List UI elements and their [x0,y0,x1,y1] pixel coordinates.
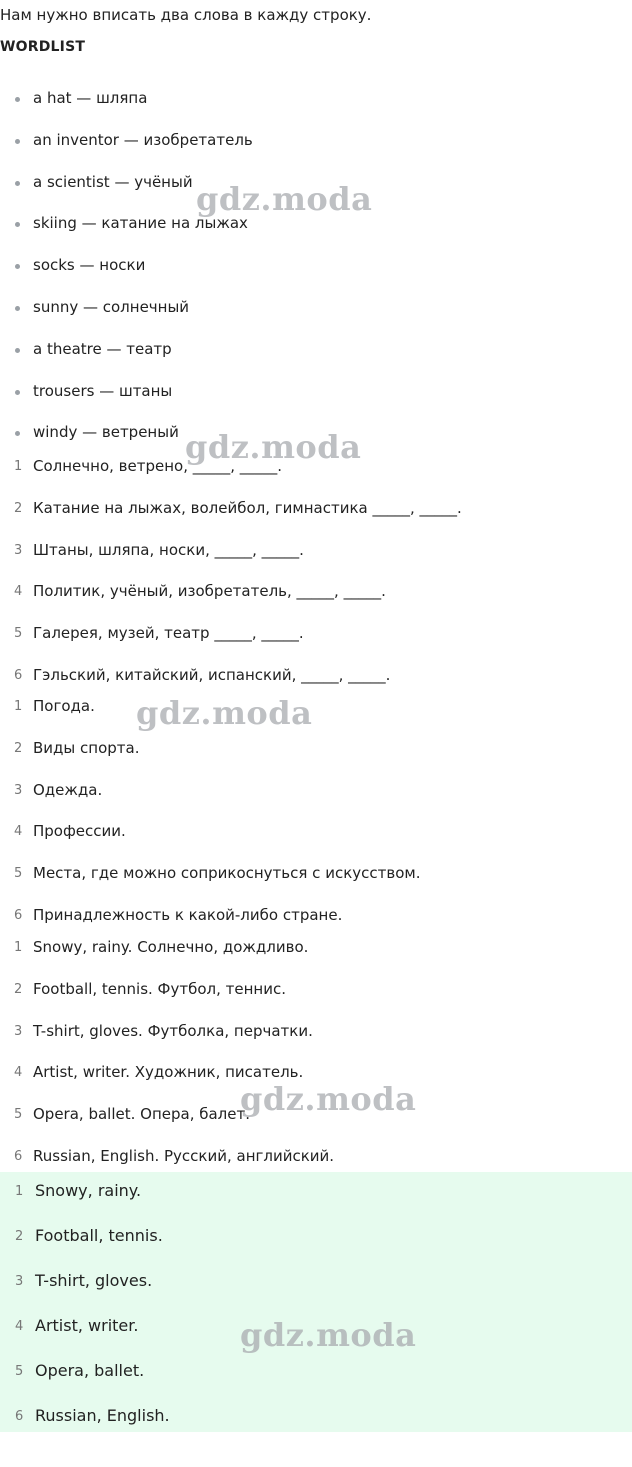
item-text: Солнечно, ветрено, _____, _____. [33,457,283,475]
item-text: Профессии. [33,822,126,841]
item-number: 3 [14,1023,23,1039]
item-text: T-shirt, gloves. [35,1271,153,1290]
watermark: gdz.moda [240,1080,417,1118]
item-text: Катание на лыжах, волейбол, гимнастика _____, _____. [33,498,462,517]
item-text: Opera, ballet. Опера, балет. [33,1105,251,1124]
wordlist-item-text: windy — ветреный [33,423,179,442]
item-number: 4 [14,824,23,840]
watermark: gdz.moda [185,428,362,466]
bullet-icon [15,306,20,311]
list-item [0,1361,632,1406]
intro-text: Нам нужно вписать два слова в кажду строку. [0,6,372,24]
item-text: Гэльский, китайский, испанский, _____, _____. [33,665,391,684]
list-item [0,1105,632,1147]
bullet-icon [15,139,20,144]
item-number: 2 [14,981,23,997]
list-item [0,1271,632,1316]
list-item [0,1181,632,1226]
item-number: 1 [14,699,23,714]
list-item [0,1316,632,1361]
bullet-icon [15,222,20,227]
final-answers-list [0,1181,632,1451]
item-text: Snowy, rainy. [35,1181,142,1200]
wordlist-item-text: socks — носки [33,256,146,275]
item-text: Football, tennis. Футбол, теннис. [33,979,286,998]
item-text: Одежда. [33,780,103,799]
item-number: 4 [15,1319,24,1334]
bullet-icon [15,97,20,102]
final-answer-box [0,1172,632,1432]
wordlist-item [0,173,632,215]
item-text: T-shirt, gloves. Футболка, перчатки. [33,1021,313,1040]
list-item [0,739,632,781]
list-item [0,822,632,864]
item-number: 5 [15,1364,24,1379]
list-item [0,624,632,666]
wordlist-item [0,340,632,382]
bullet-icon [15,264,20,269]
wordlist-item [0,214,632,256]
item-number: 6 [15,1409,24,1424]
item-number: 2 [14,500,23,516]
list-item [0,938,632,980]
item-number: 3 [15,1274,24,1289]
item-text: Принадлежность к какой-либо стране. [33,905,343,924]
wordlist-item [0,298,632,340]
item-text: Виды спорта. [33,738,140,757]
item-text: Football, tennis. [35,1226,163,1245]
list-item [0,1226,632,1271]
list-item [0,1406,632,1451]
wordlist-item-text: skiing — катание на лыжах [33,214,248,233]
watermark: gdz.moda [196,180,373,218]
item-text: Погода. [33,697,95,715]
list-item [0,980,632,1022]
bullet-icon [15,390,20,395]
item-text: Штаны, шляпа, носки, _____, _____. [33,540,304,559]
wordlist-item [0,131,632,173]
list-item [0,582,632,624]
bullet-icon [15,181,20,186]
list-item [0,1063,632,1105]
list-item [0,697,632,739]
wordlist-item [0,256,632,298]
list-item [0,499,632,541]
item-text: Russian, English. [35,1406,170,1425]
item-number: 4 [14,1065,23,1081]
bullet-icon [15,431,20,436]
item-number: 5 [14,1107,23,1123]
categories-list [0,697,632,948]
item-text: Политик, учёный, изобретатель, _____, _____. [33,582,386,601]
watermark: gdz.moda [136,694,313,732]
wordlist-item [0,89,632,131]
item-text: Artist, writer. [35,1316,139,1335]
wordlist [0,89,632,465]
item-number: 5 [14,626,23,642]
wordlist-item-text: a theatre — театр [33,339,172,358]
item-number: 3 [14,782,23,798]
item-number: 1 [14,459,23,474]
item-number: 1 [14,940,23,955]
wordlist-item-text: a hat — шляпа [33,89,148,107]
wordlist-item-text: a scientist — учёный [33,172,193,191]
wordlist-item [0,382,632,424]
wordlist-item-text: trousers — штаны [33,381,173,400]
item-text: Места, где можно соприкоснуться с искусством. [33,864,421,883]
item-number: 6 [14,1148,23,1164]
list-item [0,781,632,823]
watermark: gdz.moda [240,1316,417,1354]
translated-answers-list [0,938,632,1189]
item-text: Opera, ballet. [35,1361,145,1380]
item-number: 1 [15,1184,24,1199]
item-number: 4 [14,584,23,600]
wordlist-item-text: an inventor — изобретатель [33,130,253,149]
item-text: Snowy, rainy. Солнечно, дождливо. [33,938,309,956]
wordlist-title: WORDLIST [0,39,86,55]
item-number: 3 [14,542,23,558]
item-number: 2 [14,740,23,756]
list-item [0,457,632,499]
item-text: Artist, writer. Художник, писатель. [33,1063,304,1082]
item-text: Russian, English. Русский, английский. [33,1146,335,1165]
item-number: 6 [14,667,23,683]
wordlist-item-text: sunny — солнечный [33,297,190,316]
item-number: 6 [14,907,23,923]
item-number: 2 [15,1229,24,1244]
list-item [0,541,632,583]
gap-sentences-list [0,457,632,708]
list-item [0,864,632,906]
item-text: Галерея, музей, театр _____, _____. [33,624,304,643]
item-number: 5 [14,866,23,882]
list-item [0,1022,632,1064]
bullet-icon [15,348,20,353]
